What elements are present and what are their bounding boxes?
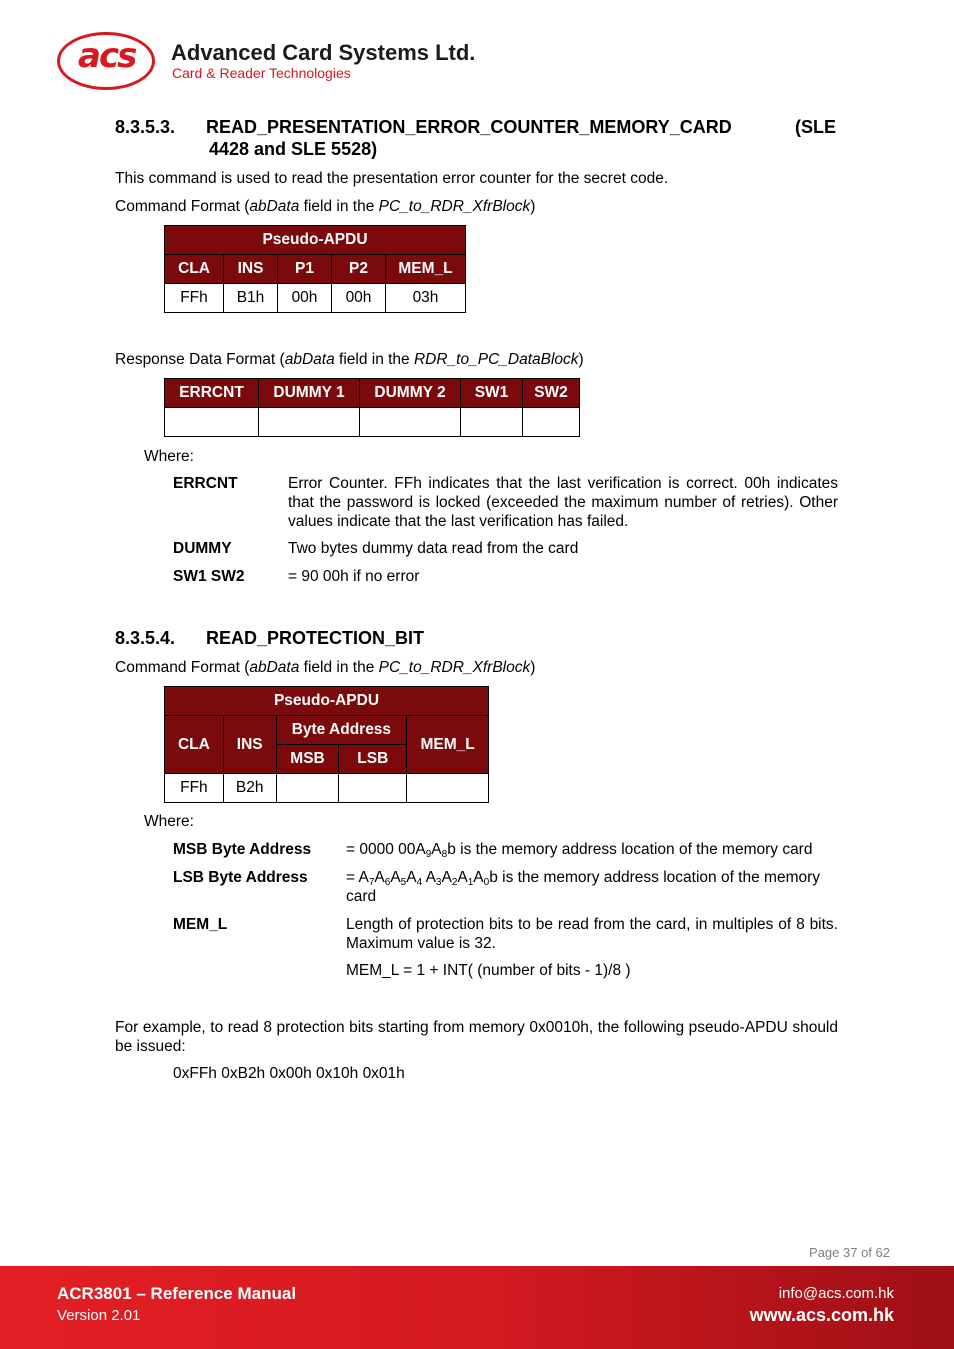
table-cell: B2h (223, 774, 276, 803)
table-cell: FFh (165, 284, 224, 313)
lsb-subscript: 0 (483, 877, 490, 888)
lsb-subscript: 5 (400, 877, 407, 888)
table-header-cell: MEM_L (407, 716, 489, 774)
table-header-cell: P2 (332, 255, 386, 284)
footer-manual-title: ACR3801 – Reference Manual (57, 1284, 297, 1303)
where-label: Where: (144, 813, 194, 830)
command-format-label (115, 197, 535, 216)
cmd-prefix: Command Format ( (115, 198, 250, 215)
table-cell: 00h (278, 284, 332, 313)
resp-italic-abdata: abData (284, 351, 335, 368)
table-header-cell: DUMMY 2 (360, 379, 461, 408)
section-title-line2: 4428 and SLE 5528) (209, 139, 378, 159)
cmd-italic-abdata: abData (249, 198, 300, 215)
section-number: 8.3.5.3. (115, 117, 176, 137)
resp-suffix: ) (578, 351, 584, 368)
table-cell (360, 408, 461, 437)
intro-paragraph: This command is used to read the presentation error counter for the secret code. (115, 170, 669, 187)
cmd-italic-block: PC_to_RDR_XfrBlock (378, 659, 531, 676)
def-desc: = $A_7A_6A_5A_4$ $A_3A_2A_1A_0b$ is the memory address location of the memory card (346, 869, 821, 905)
def-term: MEM_L (173, 916, 228, 933)
section-title: READ_PROTECTION_BIT (206, 628, 425, 648)
lsb-subscript: 3 (435, 877, 442, 888)
table-header-cell: P1 (278, 255, 332, 284)
cmd-suffix: ) (530, 659, 536, 676)
def-term: DUMMY (173, 540, 232, 557)
msb-subscript: 8 (441, 849, 448, 860)
lsb-subscript: 1 (467, 877, 474, 888)
msb-desc-part: = 0000 00A (346, 841, 426, 858)
cmd-italic-block: PC_to_RDR_XfrBlock (378, 198, 531, 215)
cmd-italic-abdata: abData (249, 659, 300, 676)
def-desc (346, 840, 812, 859)
page-number: Page 37 of 62 (809, 1245, 890, 1260)
resp-italic-block: RDR_to_PC_DataBlock (413, 351, 579, 368)
company-tagline: Card & Reader Technologies (172, 65, 351, 81)
msb-subscript: 9 (425, 849, 432, 860)
lsb-subscript: 4 (416, 877, 423, 888)
table-header-cell: CLA (165, 716, 224, 774)
resp-prefix: Response Data Format ( (115, 351, 285, 368)
response-format-label (115, 350, 584, 369)
table-header-cell: DUMMY 1 (259, 379, 360, 408)
def-desc: Two bytes dummy data read from the card (288, 540, 579, 557)
cmd-mid: field in the (299, 659, 379, 676)
logo-acs-text: acs (78, 36, 136, 76)
def-term: LSB Byte Address (173, 869, 308, 886)
pseudo-apdu-table-2 (164, 686, 489, 803)
lsb-subscript: 7 (368, 877, 375, 888)
def-desc: = 90 00h if no error (288, 568, 420, 585)
where-label: Where: (144, 448, 194, 465)
table-header-cell: SW1 (461, 379, 523, 408)
cmd-prefix: Command Format ( (115, 659, 250, 676)
table-header-cell: MSB (276, 745, 339, 774)
table-header-cell: INS (224, 255, 278, 284)
table-header-cell: MEM_L (386, 255, 466, 284)
section-number: 8.3.5.4. (115, 628, 176, 648)
msb-desc-part: A (431, 841, 442, 858)
def-term: ERRCNT (173, 475, 238, 492)
table-cell: B1h (224, 284, 278, 313)
cmd-suffix: ) (530, 198, 536, 215)
table-title: Pseudo-APDU (165, 687, 489, 716)
table-header-cell: INS (223, 716, 276, 774)
table-header-cell: ERRCNT (165, 379, 259, 408)
footer-version: Version 2.01 (57, 1307, 141, 1324)
table-cell (339, 774, 407, 803)
command-format-label (115, 658, 535, 677)
table-cell (461, 408, 523, 437)
lsb-subscript: 2 (451, 877, 458, 888)
table-header-cell: LSB (339, 745, 407, 774)
table-cell (276, 774, 339, 803)
footer-email[interactable]: info@acs.com.hk (778, 1285, 894, 1302)
def-term: SW1 SW2 (173, 568, 245, 585)
table-cell (259, 408, 360, 437)
section-title-paren: (SLE (795, 117, 837, 137)
def-desc: Error Counter. FFh indicates that the last verification is correct. 00h indicates that the password is locked (exceeded the maximum number of retries). Other values indicate that the last verification has failed. (288, 475, 838, 530)
cmd-mid: field in the (299, 198, 379, 215)
example-apdu: 0xFFh 0xB2h 0x00h 0x10h 0x01h (173, 1065, 405, 1082)
table-cell: 03h (386, 284, 466, 313)
msb-desc-part: b is the memory address location of the memory card (447, 841, 813, 858)
table-cell (523, 408, 580, 437)
table-cell: FFh (165, 774, 224, 803)
def-desc: Length of protection bits to be read from the card, in multiples of 8 bits. Maximum value is 32. (346, 916, 838, 952)
footer-website[interactable]: www.acs.com.hk (749, 1305, 894, 1325)
example-paragraph: For example, to read 8 protection bits starting from memory 0x0010h, the following pseudo-APDU should be issued: (115, 1019, 838, 1055)
table-header-cell: Byte Address (276, 716, 407, 745)
table-cell (165, 408, 259, 437)
section-title: READ_PRESENTATION_ERROR_COUNTER_MEMORY_CARD (206, 117, 732, 137)
response-table (164, 378, 580, 437)
lsb-desc-part: = A (346, 869, 369, 886)
pseudo-apdu-table-1 (164, 225, 466, 313)
lsb-subscript: 6 (384, 877, 391, 888)
table-header-cell: SW2 (523, 379, 580, 408)
footer-bar (0, 1266, 954, 1349)
table-header-cell: CLA (165, 255, 224, 284)
company-name: Advanced Card Systems Ltd. (171, 40, 476, 65)
lsb-desc-part: b is the memory address location of the memory card (346, 869, 821, 905)
table-cell: 00h (332, 284, 386, 313)
table-title: Pseudo-APDU (165, 226, 466, 255)
table-cell (407, 774, 489, 803)
meml-formula: MEM_L = 1 + INT( (number of bits - 1)/8 ) (346, 962, 631, 979)
def-term: MSB Byte Address (173, 841, 312, 858)
resp-mid: field in the (334, 351, 414, 368)
